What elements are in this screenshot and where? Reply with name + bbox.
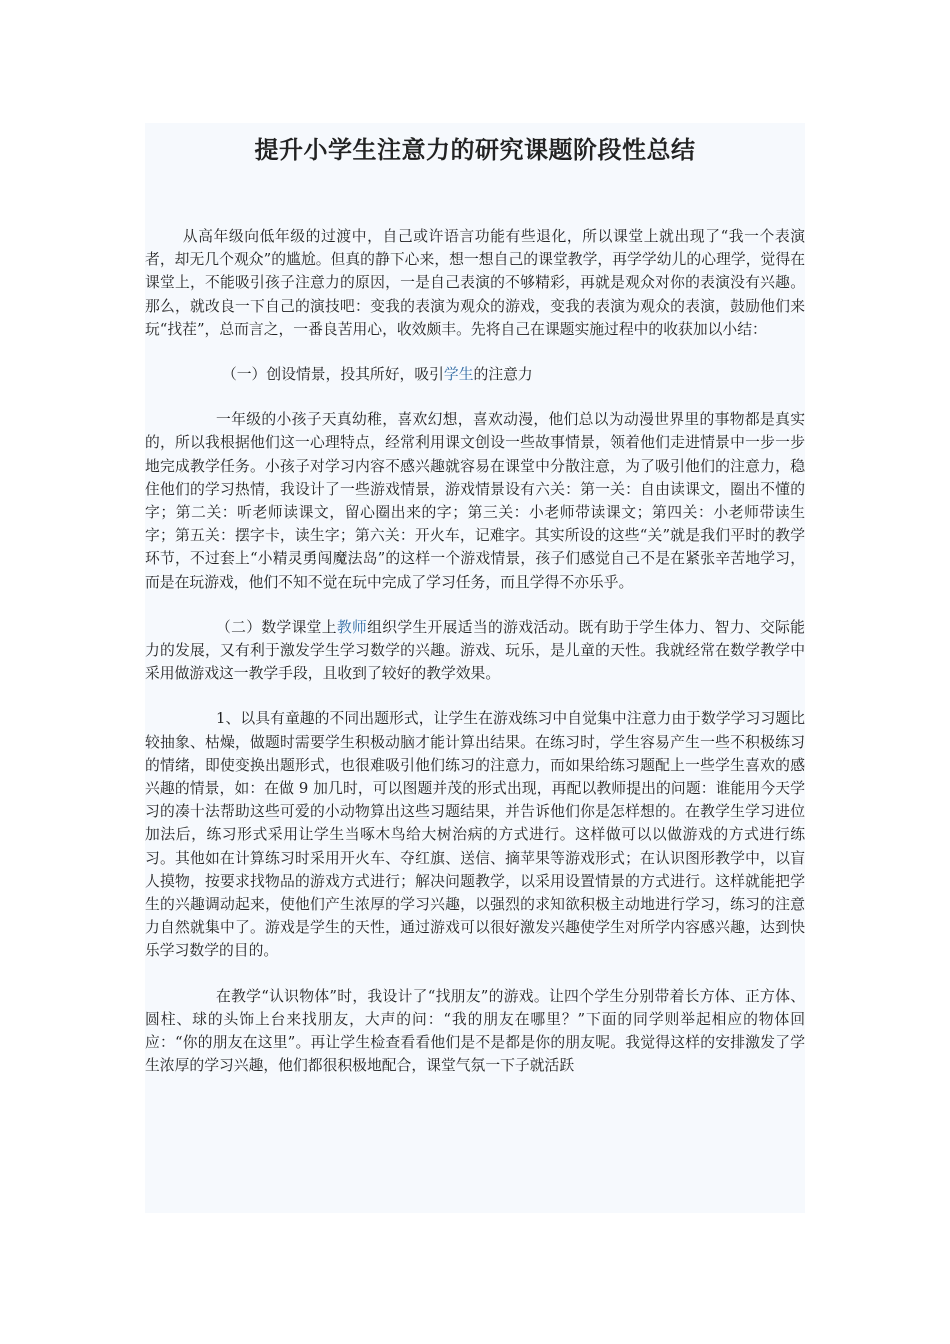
document-panel (145, 123, 805, 1213)
document-title: 提升小学生注意力的研究课题阶段性总结 (254, 135, 696, 164)
paragraph-find-friends: 在教学“认识物体”时，我设计了“找朋友”的游戏。让四个学生分别带着长方体、正方体、圆柱、球的头饰上台来找朋友，大声的问：“我的朋友在哪里？”下面的同学则举起相应的物体回应：“你的朋友在这里”。再让学生检查看看他们是不是都是你的朋友呢。我觉得这样的安排激发了学生浓厚的学习兴趣，他们都很积极地配合，课堂气氛一下子就活跃 (145, 987, 805, 1075)
paragraph-math-games (145, 616, 805, 686)
paragraph-exercise-forms: 1、以具有童趣的不同出题形式，让学生在游戏练习中自觉集中注意力由于数学学习习题比较抽象、枯燥，做题时需要学生积极动脑才能计算出结果。在练习时，学生容易产生一些不积极练习的情绪，即使变换出题形式，也很难吸引他们练习的注意力，而如果给练习题配上一些学生喜欢的感兴趣的情景，如：在做 9 加几时，可以图题并茂的形式出现，再配以教师提出的问题：谁能用今天学习的凑十法帮助这些可爱的小动物算出这些习题结果，并告诉他们你是怎样想的。在教学生学习进位加法后，练习形式采用让学生当啄木鸟给大树治病的方式进行。这样做可以以做游戏的方式进行练习。其他如在计算练习时采用开火车、夺红旗、送信、摘苹果等游戏形式；在认识图形教学中，以盲人摸物，按要求找物品的游戏方式进行；解决问题教学，以采用设置情景的方式进行。这样就能把学生的兴趣调动起来，使他们产生浓厚的学习兴趣，以强烈的求知欲积极主动地进行学习，练习的注意力自然就集中了。游戏是学生的天性，通过游戏可以很好激发兴趣使学生对所学内容感兴趣，达到快乐学习数学的目的。 (145, 710, 805, 960)
section-heading-1-text-b: 的注意力 (473, 366, 533, 384)
paragraph-situations: 一年级的小孩子天真幼稚，喜欢幻想，喜欢动漫，他们总以为动漫世界里的事物都是真实的，所以我根据他们这一心理特点，经常利用课文创设一些故事情景，领着他们走进情景中一步一步地完成教学任务。小孩子对学习内容不感兴趣就容易在课堂中分散注意，为了吸引他们的注意力，稳住他们的学习热情，我设计了一些游戏情景，游戏情景设有六关：第一关：自由读课文，圈出不懂的字；第二关：听老师读课文，留心圈出来的字；第三关：小老师带读课文；第四关：小老师带读生字；第五关：摆字卡，读生字；第六关：开火车，记难字。其实所设的这些“关”就是我们平时的教学环节，不过套上“小精灵勇闯魔法岛”的这样一个游戏情景，孩子们感觉自己不是在紧张辛苦地学习，而是在玩游戏，他们不知不觉在玩中完成了学习任务，而且学得不亦乐乎。 (145, 411, 805, 591)
link-teacher[interactable]: 教师 (336, 618, 368, 636)
section-heading-1-text-a: （一）创设情景，投其所好，吸引 (221, 366, 444, 384)
section-heading-1 (145, 363, 805, 386)
paragraph-intro: 从高年级向低年级的过渡中，自己或许语言功能有些退化，所以课堂上就出现了“我一个表演者，却无几个观众”的尴尬。但真的静下心来，想一想自己的课堂教学，再学学幼儿的心理学，觉得在课堂上，不能吸引孩子注意力的原因，一是自己表演的不够精彩，再就是观众对你的表演没有兴趣。那么，就改良一下自己的演技吧：变我的表演为观众的游戏，变我的表演为观众的表演，鼓励他们来玩“找茬”，总而言之，一番良苦用心，收效颇丰。先将自己在课题实施过程中的收获加以小结： (145, 228, 805, 338)
link-students[interactable]: 学生 (443, 366, 474, 384)
paragraph-math-games-text-a: （二）数学课堂上 (216, 618, 337, 636)
paragraph-math-games-text-b: 组织学生开展适当的游戏活动。既有助于学生体力、智力、交际能力的发展，又有利于激发学生学习数学的兴趣。游戏、玩乐，是儿童的天性。我就经常在数学教学中采用做游戏这一教学手段，且收到了较好的教学效果。 (145, 618, 805, 683)
